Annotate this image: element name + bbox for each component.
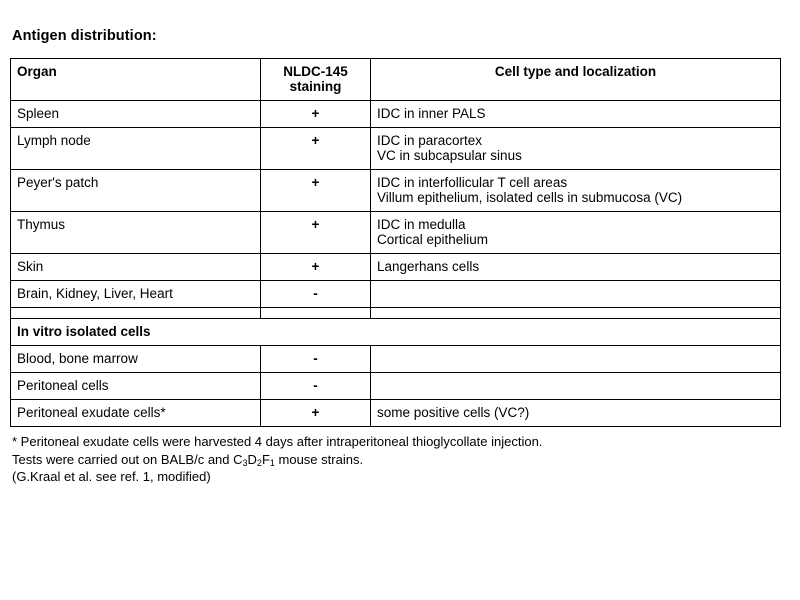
table-section-row bbox=[11, 319, 781, 346]
cell-celltype-line2: VC in subcapsular sinus bbox=[377, 148, 522, 163]
table-row bbox=[11, 170, 781, 212]
cell-organ: Brain, Kidney, Liver, Heart bbox=[11, 281, 261, 308]
footnote-sub-3: 3 bbox=[242, 457, 248, 468]
table-row bbox=[11, 346, 781, 373]
footnote-strain-text: Tests were carried out on BALB/c and C bbox=[12, 451, 243, 467]
section-header-in-vitro: In vitro isolated cells bbox=[11, 319, 781, 346]
table-spacer-row bbox=[11, 308, 781, 319]
cell-staining: - bbox=[261, 281, 371, 308]
cell-celltype bbox=[371, 101, 781, 128]
footnote-sub-2: 2 bbox=[256, 457, 262, 468]
cell-organ: Skin bbox=[11, 254, 261, 281]
footnote-strain-d: D bbox=[247, 451, 257, 467]
cell-celltype bbox=[371, 373, 781, 400]
table-header bbox=[11, 59, 781, 101]
cell-celltype-line2: Cortical epithelium bbox=[377, 232, 489, 247]
spacer-cell-celltype bbox=[371, 308, 781, 319]
column-header-staining bbox=[261, 59, 371, 101]
cell-celltype bbox=[371, 254, 781, 281]
footnotes bbox=[12, 433, 782, 486]
cell-celltype-line1: IDC in inner PALS bbox=[377, 106, 486, 121]
cell-staining: - bbox=[261, 373, 371, 400]
spacer-cell-organ bbox=[11, 308, 261, 319]
cell-celltype bbox=[371, 128, 781, 170]
cell-celltype-line1: some positive cells (VC?) bbox=[377, 405, 530, 420]
cell-celltype bbox=[371, 400, 781, 427]
cell-celltype-line1: IDC in interfollicular T cell areas bbox=[377, 175, 568, 190]
table-row bbox=[11, 254, 781, 281]
column-header-organ: Organ bbox=[11, 59, 261, 101]
cell-organ: Blood, bone marrow bbox=[11, 346, 261, 373]
cell-organ: Spleen bbox=[11, 101, 261, 128]
footnote-line-1: * Peritoneal exudate cells were harvested 4 days after intraperitoneal thioglycollate injection. bbox=[12, 434, 543, 449]
footnote-strain-tail: mouse strains. bbox=[274, 451, 364, 467]
table-body bbox=[11, 101, 781, 427]
table-row bbox=[11, 101, 781, 128]
cell-organ: Peritoneal cells bbox=[11, 373, 261, 400]
table-row bbox=[11, 212, 781, 254]
column-header-staining-line2: staining bbox=[289, 79, 342, 94]
footnote-line-3: (G.Kraal et al. see ref. 1, modified) bbox=[12, 469, 211, 485]
cell-organ: Lymph node bbox=[11, 128, 261, 170]
footnote-sub-1: 1 bbox=[269, 457, 275, 468]
cell-organ: Peritoneal exudate cells* bbox=[11, 400, 261, 427]
cell-staining: + bbox=[261, 400, 371, 427]
table-row bbox=[11, 128, 781, 170]
footnote-strain-f: F bbox=[261, 451, 270, 467]
footnote-line-2 bbox=[12, 451, 782, 469]
cell-celltype bbox=[371, 212, 781, 254]
cell-organ: Thymus bbox=[11, 212, 261, 254]
cell-staining: + bbox=[261, 254, 371, 281]
cell-celltype bbox=[371, 346, 781, 373]
cell-celltype bbox=[371, 170, 781, 212]
column-header-cell-type: Cell type and localization bbox=[371, 59, 781, 101]
cell-staining: + bbox=[261, 170, 371, 212]
cell-staining: - bbox=[261, 346, 371, 373]
page-title: Antigen distribution: bbox=[12, 28, 157, 44]
cell-celltype-line2: Villum epithelium, isolated cells in submucosa (VC) bbox=[377, 190, 683, 205]
cell-staining: + bbox=[261, 212, 371, 254]
table-row bbox=[11, 400, 781, 427]
spacer-cell-staining bbox=[261, 308, 371, 319]
cell-staining: + bbox=[261, 101, 371, 128]
column-header-staining-line1: NLDC-145 bbox=[283, 64, 348, 79]
antigen-distribution-table bbox=[10, 58, 781, 427]
table-header-row bbox=[11, 59, 781, 101]
table-row bbox=[11, 373, 781, 400]
table-row bbox=[11, 281, 781, 308]
cell-celltype-line1: IDC in paracortex bbox=[377, 133, 483, 148]
cell-organ: Peyer's patch bbox=[11, 170, 261, 212]
cell-celltype-line1: Langerhans cells bbox=[377, 259, 480, 274]
cell-celltype bbox=[371, 281, 781, 308]
cell-staining: + bbox=[261, 128, 371, 170]
cell-celltype-line1: IDC in medulla bbox=[377, 217, 466, 232]
